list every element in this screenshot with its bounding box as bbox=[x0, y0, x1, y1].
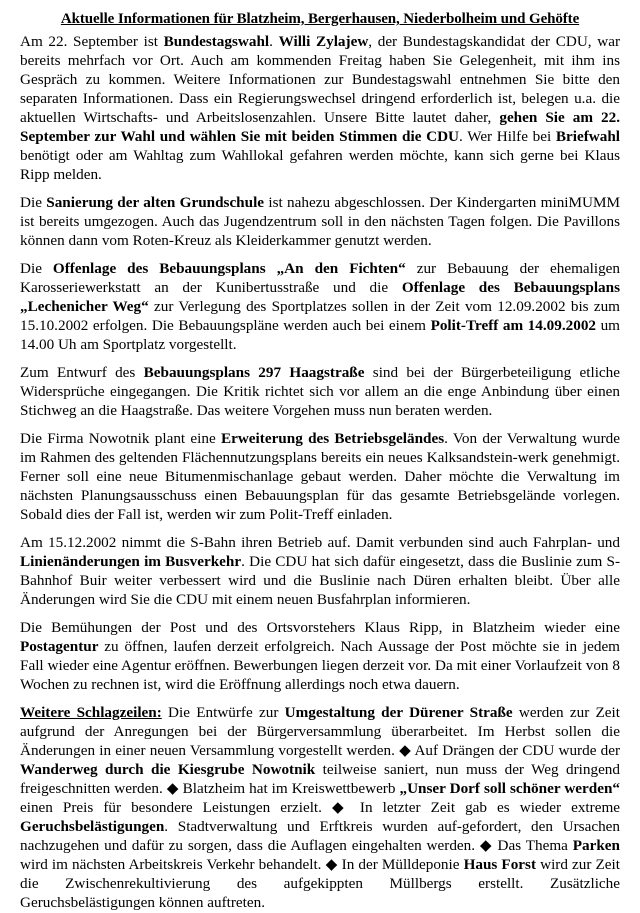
bold-phrase: „Unser Dorf soll schöner werden“ bbox=[399, 780, 620, 797]
text-run: einen Preis für besondere Leistungen erzielt. ◆ In letzter Zeit gab es wieder extreme bbox=[20, 799, 620, 816]
text-run: zur Bebauung der ehemaligen Karosseriewerkstatt an der Kunibertusstraße und die bbox=[20, 260, 620, 296]
text-run: wird zur Zeit die Zwischenrekultivierung des aufgekippten Müllbergs erstellt. Zusätzliche Geruchsbelästigungen können auftreten. bbox=[20, 856, 620, 911]
text-run: Am 15.12.2002 nimmt die S-Bahn ihren Betrieb auf. Damit verbunden sind auch Fahrplan- und bbox=[20, 534, 620, 551]
bold-phrase: Umgestaltung der Dürener Straße bbox=[284, 704, 513, 721]
text-run: . Wer Hilfe bei bbox=[459, 128, 556, 145]
bold-phrase: Sanierung der alten Grundschule bbox=[46, 194, 265, 211]
text-run: zu öffnen, laufen derzeit erfolgreich. Nach Aussage der Post möchte sie in jedem Fall wieder eine Agentur eröffnen. Bewerbungen liegen derzeit vor. Da mit einer Vorlaufzeit von 8 Wochen zu rechnen ist, wird die Eröffnung allerdings noch etwa dauern. bbox=[20, 638, 620, 693]
paragraph bbox=[20, 703, 620, 912]
text-run: wird im nächsten Arbeitskreis Verkehr behandelt. ◆ In der Mülldeponie bbox=[20, 856, 464, 873]
paragraph bbox=[20, 429, 620, 524]
text-run: sind bei der Bürgerbeteiligung etliche Widersprüche eingegangen. Die Kritik richtet sich vor allem an die enge Anbindung über einen Stichweg an die Haagstraße. Das weitere Vorgehen muss nun beraten werden. bbox=[20, 364, 620, 419]
bold-phrase: Geruchsbelästigungen bbox=[20, 818, 165, 835]
bold-phrase: Polit-Treff am 14.09.2002 bbox=[430, 317, 597, 334]
bold-phrase: Haus Forst bbox=[463, 856, 537, 873]
text-run: werden zur Zeit aufgrund der Anregungen bei der Bürgerversammlung überarbeitet. Im Herbst sollen die Änderungen in einer neuen Versammlung vorgestellt werden. ◆ Auf Drängen der CDU wurde der bbox=[20, 704, 620, 759]
article-body bbox=[20, 32, 620, 912]
bold-phrase: Linienänderungen im Busverkehr bbox=[20, 553, 242, 570]
text-run: . Stadtverwaltung und Erftkreis wurden auf-gefordert, den Ursachen nachzugehen und dafür zu sorgen, dass die Auflagen eingehalten werden. ◆ Das Thema bbox=[20, 818, 620, 854]
text-run: um 14.00 Uh am Sportplatz vorgestellt. bbox=[20, 317, 620, 353]
paragraph bbox=[20, 533, 620, 609]
text-run: benötigt oder am Wahltag zum Wahllokal gefahren werden möchte, kann sich gerne bei Klaus Ripp melden. bbox=[20, 147, 620, 183]
bold-phrase: Bebauungsplans 297 Haagstraße bbox=[143, 364, 365, 381]
bold-phrase: Postagentur bbox=[20, 638, 99, 655]
text-run: Die Bemühungen der Post und des Ortsvorstehers Klaus Ripp, in Blatzheim wieder eine bbox=[20, 619, 620, 636]
paragraph bbox=[20, 618, 620, 694]
paragraph bbox=[20, 363, 620, 420]
bold-phrase: Erweiterung des Betriebsgeländes bbox=[220, 430, 445, 447]
bold-phrase: Willi Zylajew bbox=[278, 33, 369, 50]
bold-phrase: Offenlage des Bebauungsplans „An den Fichten“ bbox=[52, 260, 406, 277]
bold-phrase: Bundestagswahl bbox=[163, 33, 270, 50]
text-run: Die Entwürfe zur bbox=[161, 704, 285, 721]
bold-phrase: Offenlage des Bebauungsplans „Lechenicher Weg“ bbox=[20, 279, 621, 315]
text-run: ist nahezu abgeschlossen. Der Kindergarten miniMUMM ist bereits umgezogen. Auch das Jugendzentrum soll in den nächsten Tagen folgen. Die Pavillons können dann vom Roten-Kreuz als Kleiderkammer genutzt werden. bbox=[20, 194, 620, 249]
paragraph bbox=[20, 193, 620, 250]
page-title: Aktuelle Informationen für Blatzheim, Bergerhausen, Niederbolheim und Gehöfte bbox=[60, 11, 580, 27]
text-run: Zum Entwurf des bbox=[20, 364, 144, 381]
bold-phrase: Parken bbox=[572, 837, 620, 854]
bold-phrase: gehen Sie am 22. September zur Wahl und wählen Sie mit beiden Stimmen die CDU bbox=[20, 109, 621, 145]
text-run: Die bbox=[20, 194, 47, 211]
text-run: zur Verlegung des Sportplatzes sollen in der Zeit vom 12.09.2002 bis zum 15.10.2002 erfolgen. Die Bebauungspläne werden auch bei einem bbox=[20, 298, 620, 334]
text-run: teilweise saniert, nun muss der Weg dringend freigeschnitten werden. ◆ Blatzheim hat im Kreiswettbewerb bbox=[20, 761, 620, 797]
text-run: , der Bundestagskandidat der CDU, war bereits mehrfach vor Ort. Auch am kommenden Freitag haben Sie Gelegenheit, mit ihm ins Gespräch zu kommen. Weitere Informationen zur Bundestagswahl entnehmen Sie bitte den separaten Informationen. Dass ein Regierungswechsel dringend erforderlich ist, belegen u.a. die aktuellen Wirtschafts- und Arbeitslosenzahlen. Unsere Bitte lautet daher, bbox=[20, 33, 620, 126]
text-run: . bbox=[269, 33, 279, 50]
text-run: Am 22. September ist bbox=[20, 33, 164, 50]
section-lead: Weitere Schlagzeilen: bbox=[20, 704, 162, 721]
bold-phrase: Wanderweg durch die Kiesgrube Nowotnik bbox=[20, 761, 316, 778]
text-run: Die bbox=[20, 260, 53, 277]
bold-phrase: Briefwahl bbox=[555, 128, 620, 145]
text-run: . Von der Verwaltung wurde im Rahmen des geltenden Flächennutzungsplans bereits ein neues Kalksandstein-werk genehmigt. Ferner soll eine neue Bitumenmischanlage gebaut werden. Daher möchte die Verwaltung im nächsten Planungsausschuss einen Bebauungsplan für das gesamte Betriebsgelände vorlegen. Sobald dies der Fall ist, werden wir zum Polit-Treff einladen. bbox=[20, 430, 620, 523]
paragraph bbox=[20, 259, 620, 354]
text-run: Die Firma Nowotnik plant eine bbox=[20, 430, 221, 447]
paragraph bbox=[20, 32, 620, 184]
text-run: . Die CDU hat sich dafür eingesetzt, dass die Buslinie zum S-Bahnhof Buir weiter verbessert wird und die Buslinie nach Düren erhalten bleibt. Über alle Änderungen wird Sie die CDU mit einem neuen Busfahrplan informieren. bbox=[20, 553, 620, 608]
